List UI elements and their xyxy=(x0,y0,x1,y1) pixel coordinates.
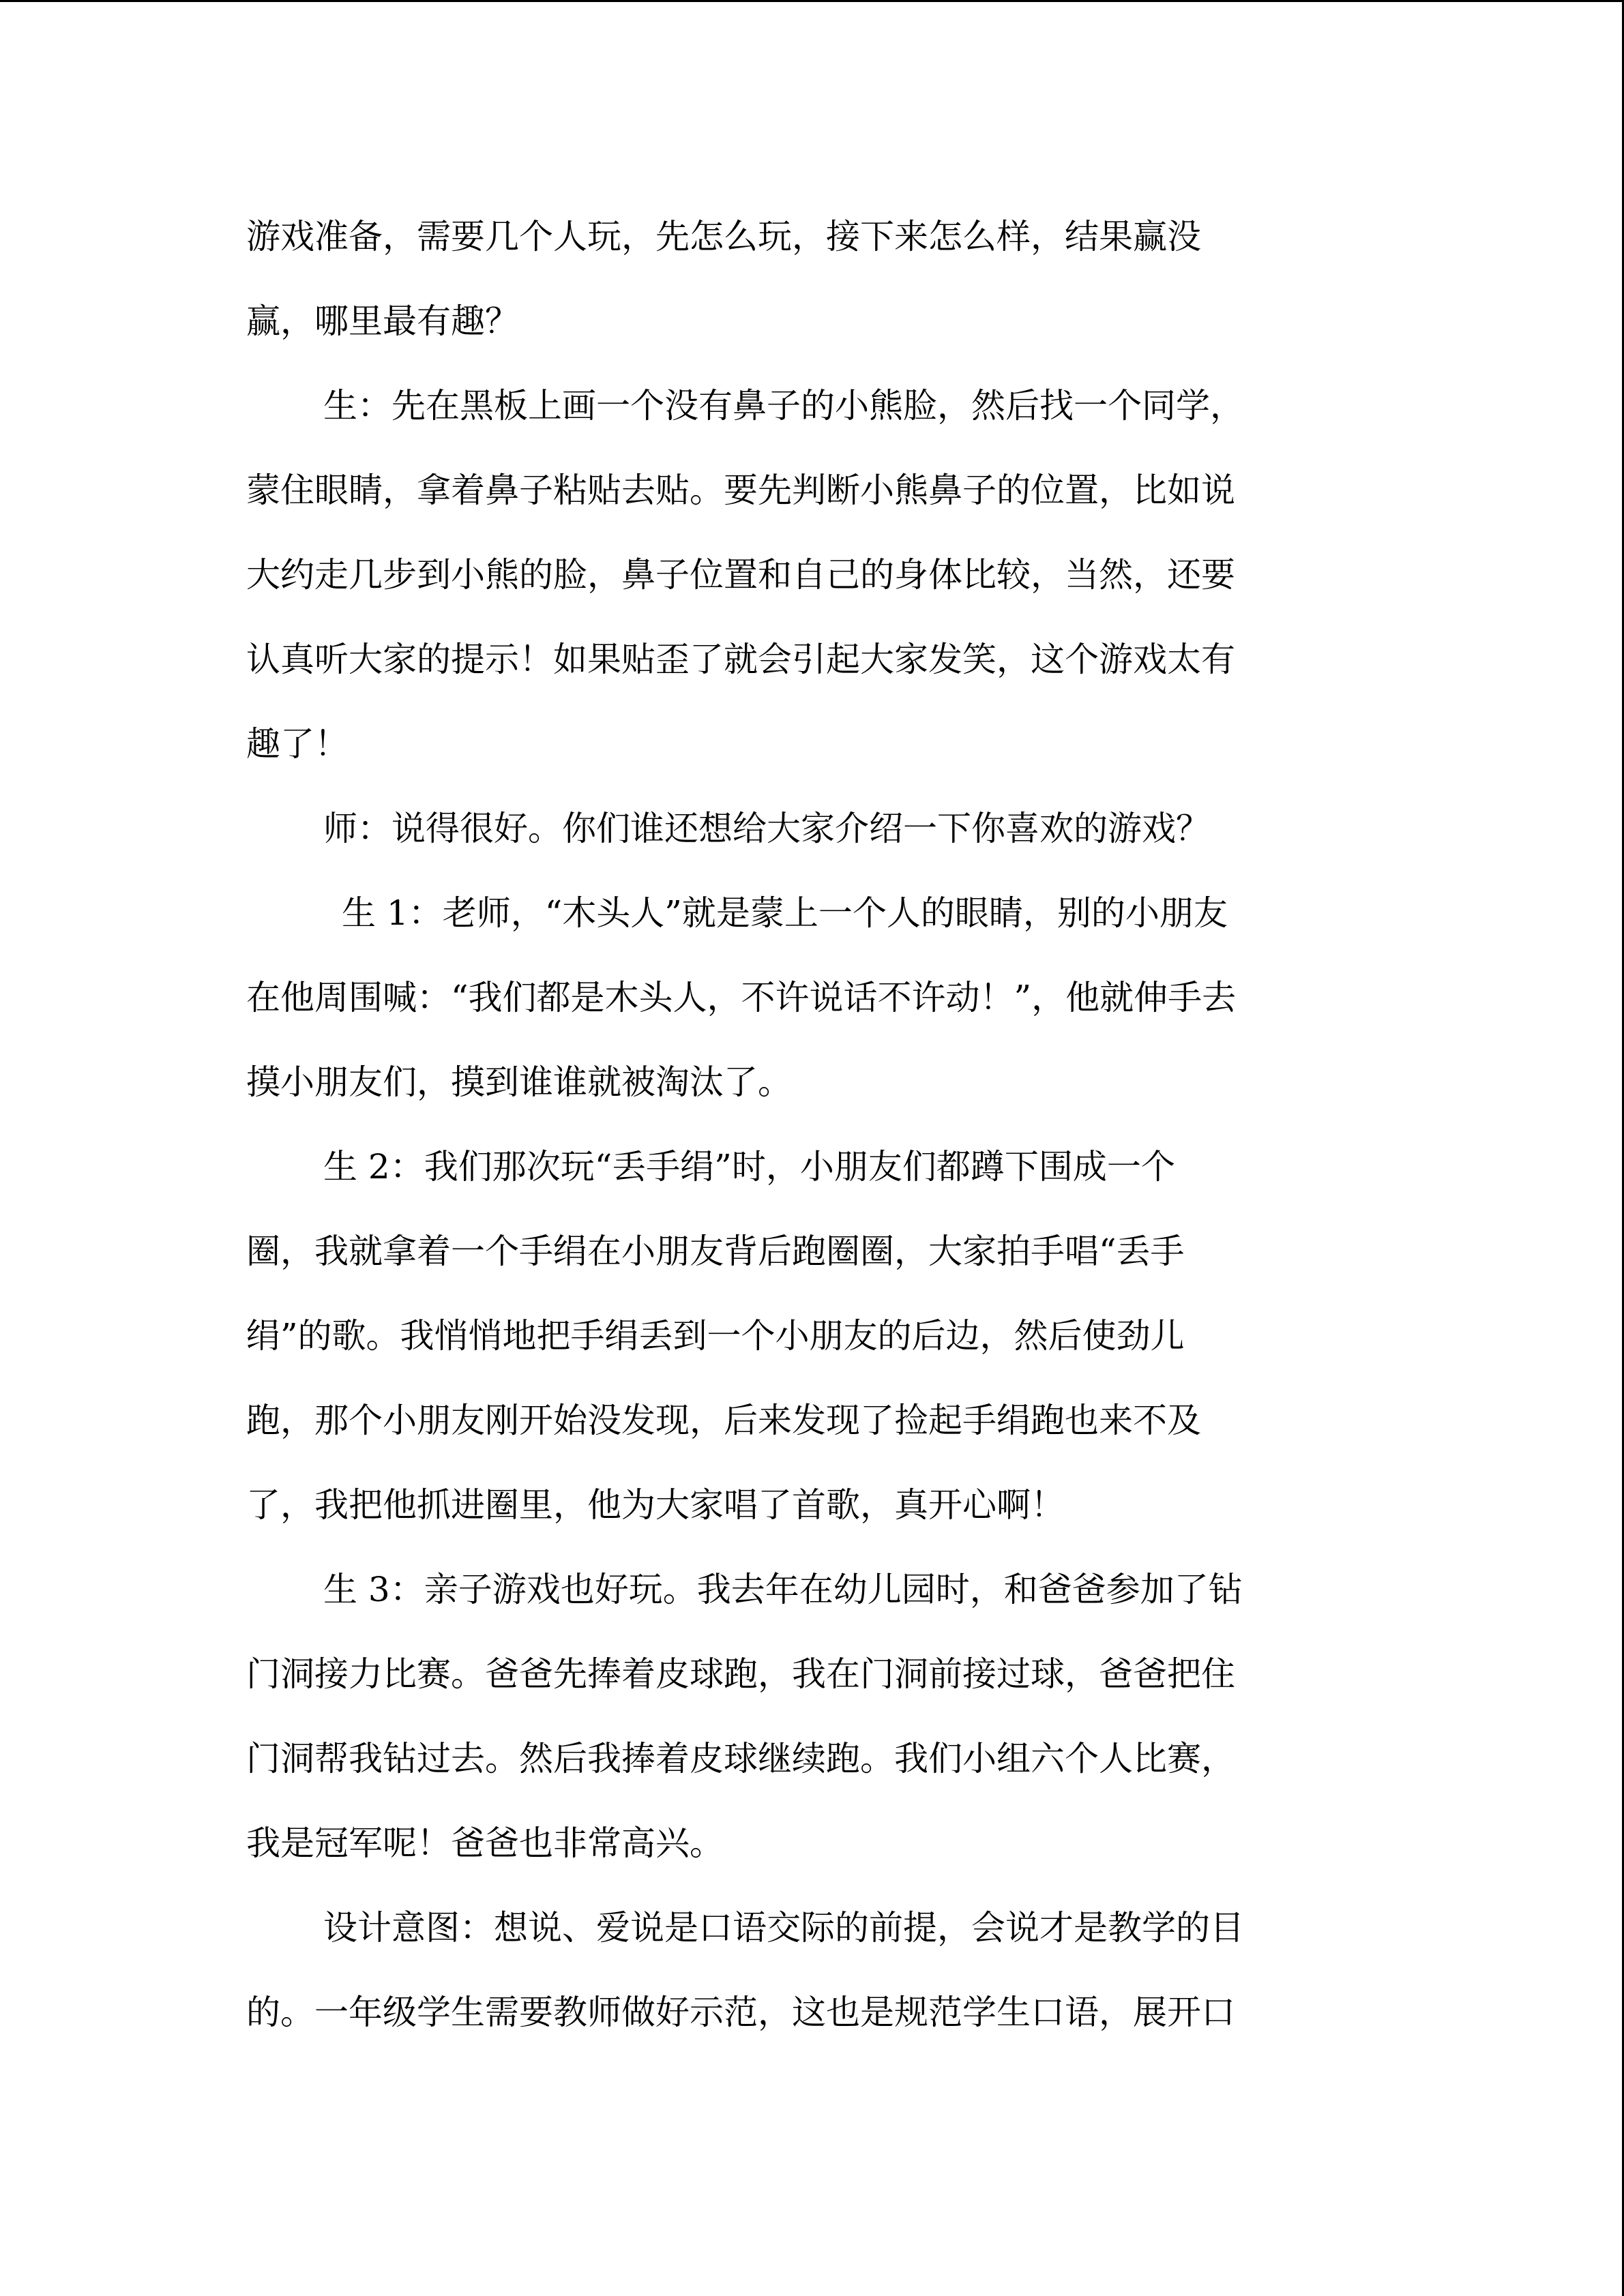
text-line: 认真听大家的提示！如果贴歪了就会引起大家发笑，这个游戏太有 xyxy=(246,640,1235,679)
text-line: 了，我把他抓进圈里，他为大家唱了首歌，真开心啊！ xyxy=(246,1485,1065,1525)
text-line: 的。一年级学生需要教师做好示范，这也是规范学生口语，展开口 xyxy=(246,1993,1235,2032)
text-line: 摸小朋友们，摸到谁谁就被淘汰了。 xyxy=(246,1062,792,1102)
text-line: 门洞接力比赛。爸爸先捧着皮球跑，我在门洞前接过球，爸爸把住 xyxy=(246,1654,1235,1694)
text-line: 蒙住眼睛，拿着鼻子粘贴去贴。要先判断小熊鼻子的位置，比如说 xyxy=(246,471,1235,510)
paragraph-start-line: 师：说得很好。你们谁还想给大家介绍一下你喜欢的游戏？ xyxy=(323,809,1210,848)
paragraph-start-line: 生：先在黑板上画一个没有鼻子的小熊脸，然后找一个同学， xyxy=(323,386,1244,426)
text-line: 绢”的歌。我悄悄地把手绢丢到一个小朋友的后边，然后使劲儿 xyxy=(246,1316,1185,1356)
text-line: 我是冠军呢！爸爸也非常高兴。 xyxy=(246,1823,724,1863)
text-line: 趣了！ xyxy=(246,724,349,764)
text-line: 赢，哪里最有趣？ xyxy=(246,301,519,341)
text-line: 门洞帮我钻过去。然后我捧着皮球继续跑。我们小组六个人比赛， xyxy=(246,1739,1235,1778)
document-body xyxy=(246,194,1378,2055)
paragraph-start-line: 生 1：老师，“木头人”就是蒙上一个人的眼睛，别的小朋友 xyxy=(342,893,1228,933)
paragraph-start-line: 生 3：亲子游戏也好玩。我去年在幼儿园时，和爸爸参加了钻 xyxy=(323,1570,1243,1609)
text-line: 跑，那个小朋友刚开始没发现，后来发现了捡起手绢跑也来不及 xyxy=(246,1401,1201,1440)
paragraph-start-line: 生 2：我们那次玩“丢手绢”时，小朋友们都蹲下围成一个 xyxy=(323,1147,1175,1187)
text-line: 在他周围喊：“我们都是木头人，不许说话不许动！”，他就伸手去 xyxy=(246,978,1237,1017)
text-line: 大约走几步到小熊的脸，鼻子位置和自己的身体比较，当然，还要 xyxy=(246,555,1235,595)
text-line: 游戏准备，需要几个人玩，先怎么玩，接下来怎么样，结果赢没 xyxy=(246,217,1201,256)
paragraph-start-line: 设计意图：想说、爱说是口语交际的前提，会说才是教学的目 xyxy=(323,1908,1244,1948)
text-line: 圈，我就拿着一个手绢在小朋友背后跑圈圈，大家拍手唱“丢手 xyxy=(246,1232,1185,1271)
